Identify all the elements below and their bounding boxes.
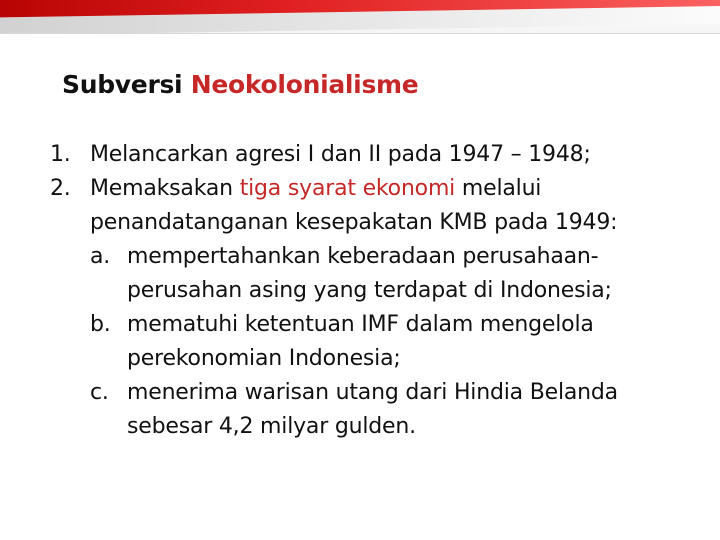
list-item [50, 172, 690, 444]
header-divider [0, 33, 720, 34]
list-text: Melancarkan agresi I dan II pada 1947 – 1948; [90, 142, 591, 167]
list-text-highlight: tiga syarat ekonomi [239, 176, 456, 201]
list-text-after: melalui penandatanganan kesepakatan KMB pada 1949: [90, 176, 618, 235]
list-text-before: Memaksakan [90, 176, 233, 201]
slide-title [62, 70, 418, 99]
header-decoration [0, 0, 720, 34]
sub-list-letter: c. [90, 380, 109, 405]
sub-list-item [90, 240, 690, 308]
list-item [50, 138, 690, 172]
sub-list-letter: a. [90, 244, 111, 269]
list-number: 1. [50, 142, 71, 167]
sub-list-item [90, 308, 690, 376]
sub-list-letter: b. [90, 312, 111, 337]
sub-list-text: mematuhi ketentuan IMF dalam mengelola perekonomian Indonesia; [127, 312, 594, 371]
sub-list-text: mempertahankan keberadaan perusahaan-perusahan asing yang terdapat di Indonesia; [127, 244, 612, 303]
sub-list-item [90, 376, 690, 444]
title-highlight: Neokolonialisme [190, 70, 419, 99]
title-prefix: Subversi [62, 70, 183, 99]
list-number: 2. [50, 176, 71, 201]
list-text [90, 172, 690, 240]
sub-list-text: menerima warisan utang dari Hindia Belanda sebesar 4,2 milyar gulden. [127, 380, 618, 439]
slide-content [50, 138, 690, 444]
